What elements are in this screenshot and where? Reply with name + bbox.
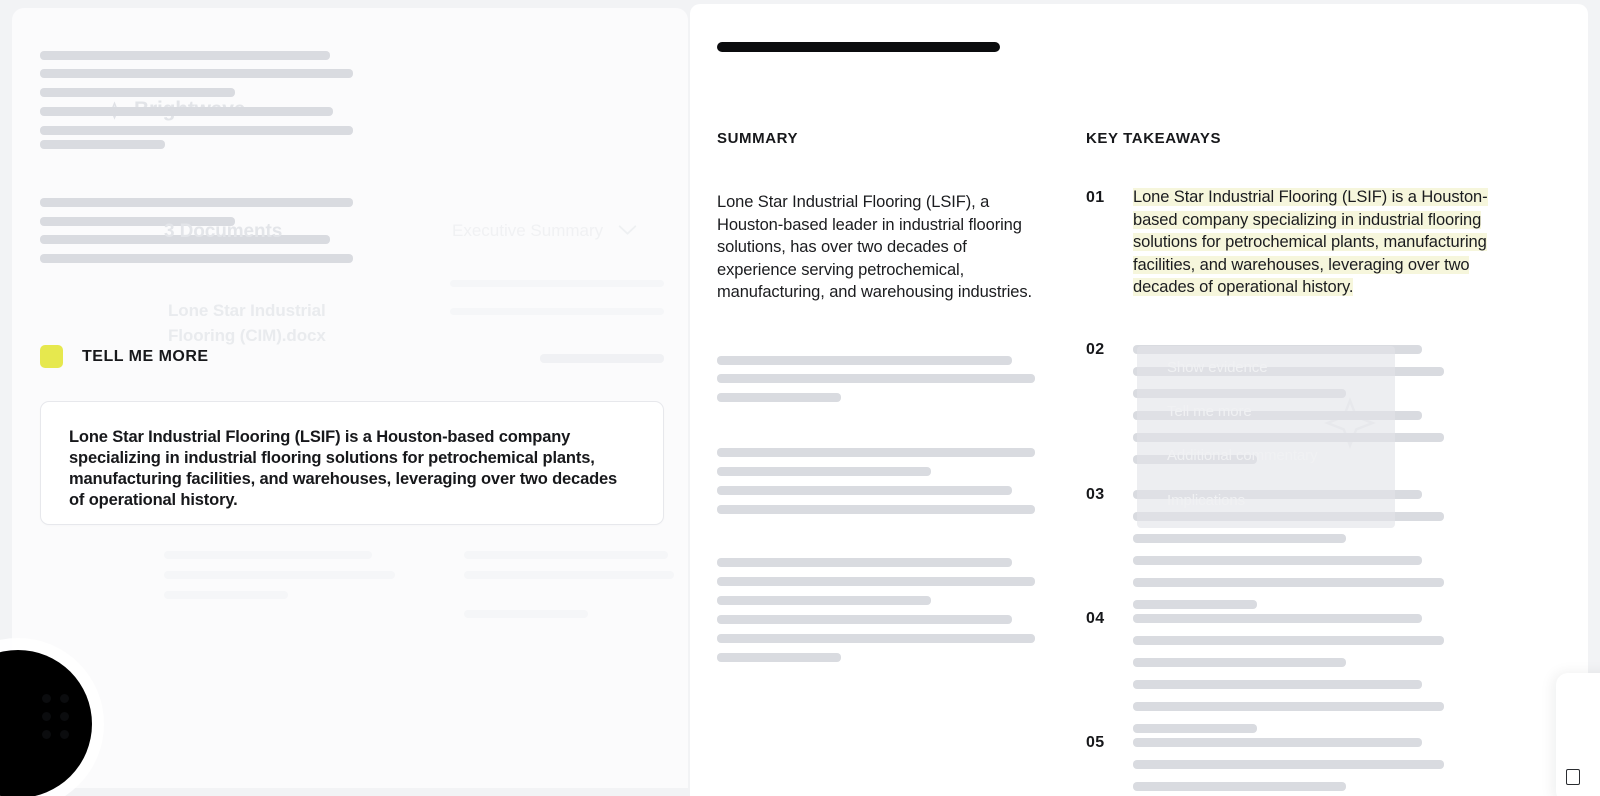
edge-card-glyph-icon: [1566, 769, 1580, 785]
skeleton-bar: [717, 558, 1012, 567]
right-report-panel: [690, 4, 1588, 796]
skeleton-bar: [717, 634, 1035, 643]
tell-me-more-title: TELL ME MORE: [82, 347, 209, 365]
skeleton-bar: [1133, 782, 1346, 791]
context-menu-item-show-evidence[interactable]: Show evidence: [1167, 359, 1268, 376]
takeaway-number: 03: [1086, 486, 1105, 503]
skeleton-bar: [717, 653, 841, 662]
tell-me-more-header: [40, 345, 209, 368]
skeleton-bar: [40, 254, 353, 263]
skeleton-bar: [1133, 724, 1257, 733]
takeaway-number: 04: [1086, 610, 1105, 627]
skeleton-bar: [40, 88, 235, 97]
left-document-panel: [12, 8, 688, 788]
context-menu-item-additional-commentary[interactable]: Additional commentary: [1167, 447, 1318, 464]
summary-column: [717, 130, 1037, 776]
skeleton-bar: [464, 610, 588, 618]
skeleton-bar: [464, 551, 668, 559]
section-selector-label: Executive Summary: [452, 221, 604, 240]
six-dot-drag-handle-icon[interactable]: [42, 694, 69, 739]
skeleton-bar: [1133, 534, 1346, 543]
skeleton-bar: [1133, 578, 1444, 587]
skeleton-bar: [717, 356, 1012, 365]
skeleton-bar: [40, 126, 353, 135]
skeleton-bar: [717, 596, 931, 605]
skeleton-bar: [450, 308, 664, 315]
handle-dot: [60, 694, 69, 703]
skeleton-bar: [1133, 389, 1346, 398]
skeleton-bar: [1133, 512, 1444, 521]
skeleton-bar: [717, 577, 1035, 586]
skeleton-bar: [717, 505, 1035, 514]
skeleton-bar: [1133, 702, 1444, 711]
summary-body-text: Lone Star Industrial Flooring (LSIF), a Houston-based leader in industrial flooring solutions, has over two decades of experience serving petrochemical, manufacturing, and warehousing industries.: [717, 193, 1032, 301]
skeleton-bar: [164, 551, 372, 559]
skeleton-bar: [1133, 600, 1257, 609]
skeleton-bar: [40, 69, 353, 78]
skeleton-bar: [1133, 636, 1444, 645]
skeleton-bar: [1133, 760, 1444, 769]
skeleton-bar: [1133, 490, 1422, 499]
report-title-bar: [717, 42, 1000, 52]
chevron-down-icon: [618, 221, 637, 241]
skeleton-bar: [717, 615, 1012, 624]
skeleton-bar: [717, 374, 1035, 383]
tell-me-more-body: Lone Star Industrial Flooring (LSIF) is a Houston-based company specializing in industrial flooring solutions for petrochemical plants, manufacturing facilities, and warehouses, leveraging over two decades of operational history.: [69, 428, 618, 509]
skeleton-bar: [1133, 556, 1422, 565]
document-filename-label: Lone Star Industrial Flooring (CIM).docx: [168, 301, 326, 345]
handle-dot: [60, 712, 69, 721]
key-takeaways-section-label: KEY TAKEAWAYS: [1086, 130, 1222, 147]
skeleton-bar: [1133, 411, 1422, 420]
skeleton-bar: [1133, 345, 1422, 354]
skeleton-bar: [1133, 455, 1257, 464]
skeleton-bar: [450, 280, 664, 287]
summary-section-label: SUMMARY: [717, 130, 799, 147]
takeaway-number: 01: [1086, 189, 1105, 206]
skeleton-bar: [540, 354, 664, 363]
handle-dot: [42, 694, 51, 703]
skeleton-bar: [464, 571, 674, 579]
takeaway-highlight: Lone Star Industrial Flooring (LSIF) is a Houston- based company specializing in industrial flooring solutions for petrochemical plants, manufacturing facilities, and warehouses, leveraging over two decades of operational history.: [1133, 188, 1488, 296]
skeleton-bar: [164, 591, 288, 599]
handle-dot: [42, 712, 51, 721]
tell-me-more-swatch-icon: [40, 345, 63, 368]
takeaway-number: 02: [1086, 341, 1105, 358]
skeleton-bar: [1133, 658, 1346, 667]
skeleton-bar: [717, 467, 931, 476]
takeaway-text: [1133, 186, 1505, 299]
skeleton-bar: [40, 51, 330, 60]
tell-me-more-card: [40, 401, 664, 525]
handle-dot: [42, 730, 51, 739]
skeleton-bar: [40, 198, 353, 207]
summary-skeleton-group: [717, 356, 1037, 776]
page-scrollbar[interactable]: [1592, 0, 1598, 796]
skeleton-bar: [1133, 367, 1444, 376]
context-menu-item-implications[interactable]: Implications: [1167, 492, 1245, 509]
skeleton-bar: [717, 486, 1012, 495]
section-selector-dropdown[interactable]: [452, 221, 637, 241]
skeleton-bar: [717, 448, 1035, 457]
takeaway-number: 05: [1086, 734, 1105, 751]
skeleton-bar: [1133, 680, 1422, 689]
skeleton-bar: [164, 571, 395, 579]
handle-dot: [60, 730, 69, 739]
skeleton-bar: [40, 140, 165, 149]
skeleton-bar: [1133, 738, 1422, 747]
skeleton-bar: [1133, 433, 1444, 442]
skeleton-bar: [1133, 614, 1422, 623]
skeleton-bar: [717, 393, 841, 402]
skeleton-bar: [40, 107, 333, 116]
documents-count-label: 3 Documents: [164, 221, 283, 242]
context-menu-item-tell-me-more[interactable]: Tell me more: [1167, 403, 1252, 420]
